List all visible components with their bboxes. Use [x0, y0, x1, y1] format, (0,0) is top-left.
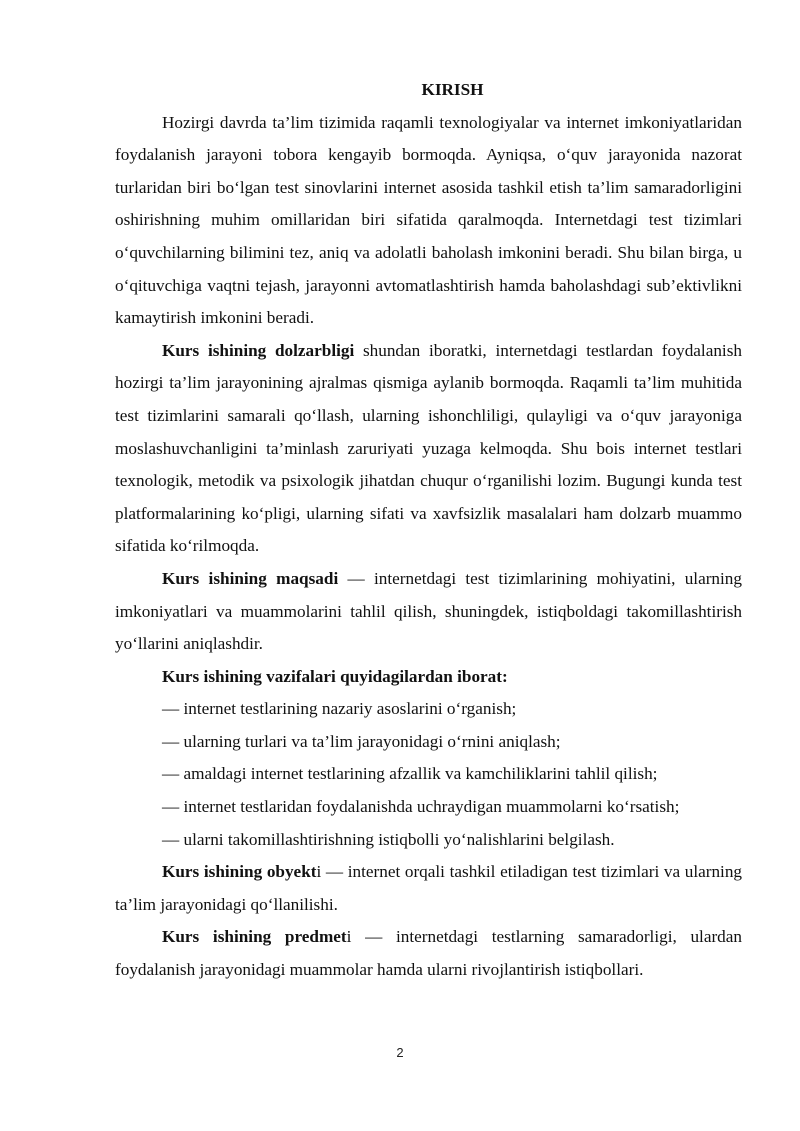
page-number: 2 — [396, 1045, 404, 1060]
object-paragraph — [115, 856, 742, 921]
list-item: — internet testlaridan foydalanishda uchraydigan muammolarni ko‘rsatish; — [162, 797, 680, 817]
object-text: i — internet orqali tashkil etiladigan test tizimlari va ularning ta’lim jarayonidagi qo‘llanilishi. — [115, 862, 743, 914]
list-item: — amaldagi internet testlarining afzallik va kamchiliklarini tahlil qilish; — [162, 764, 658, 784]
tasks-list — [115, 693, 742, 856]
relevance-text: shundan iboratki, internetdagi testlardan foydalanish hozirgi ta’lim jarayonining ajralmas qismiga aylanib bormoqda. Raqamli ta’lim muhitida test tizimlarini samarali qo‘llash, ularning ishonchliligi, qulayligi va o‘quv jarayoniga moslashuvchanligini ta’minlash zaruriyati yuzaga kelmoqda. Shu bois internet testlari texnologik, metodik va psixologik jihatdan chuqur o‘rganilishi lozim. Bugungi kunda test platformalarining ko‘pligi, ularning sifati va xavfsizlik masalalari ham dolzarb muammo sifatida ko‘rilmoqda. — [115, 340, 742, 556]
list-item: — ularni takomillashtirishning istiqbolli yo‘nalishlarini belgilash. — [162, 829, 615, 849]
tasks-heading — [115, 661, 742, 694]
relevance-paragraph — [115, 335, 742, 563]
subject-label: Kurs ishining predmet — [162, 927, 347, 947]
list-item: — ularning turlari va ta’lim jarayonidagi o‘rnini aniqlash; — [162, 731, 561, 751]
object-label: Kurs ishining obyekt — [162, 862, 317, 882]
tasks-heading-text: Kurs ishining vazifalari quyidagilardan iborat: — [162, 666, 508, 686]
subject-paragraph — [115, 921, 742, 986]
intro-paragraph: Hozirgi davrda ta’lim tizimida raqamli texnologiyalar va internet imkoniyatlaridan foydalanish jarayoni tobora kengayib bormoqda. Ayniqsa, o‘quv jarayonida nazorat turlaridan biri bo‘lgan test sinovlarini internet asosida tashkil etish ta’lim samaradorligini oshirishning muhim omillaridan biri sifatida qaralmoqda. Internetdagi test tizimlari o‘quvchilarning bilimini tez, aniq va adolatli baholash imkonini beradi. Shu bilan birga, u o‘qituvchiga vaqtni tejash, jarayonni avtomatlashtirish hamda baholashdagi sub’ektivlikni kamaytirish imkonini beradi. — [115, 112, 742, 328]
goal-label: Kurs ishining maqsadi — [162, 568, 339, 588]
subject-text: i — internetdagi testlarning samaradorligi, ulardan foydalanish jarayonidagi muammolar hamda ularni rivojlantirish istiqbollari. — [115, 927, 742, 980]
document-body — [115, 74, 742, 987]
goal-paragraph — [115, 563, 742, 661]
goal-text: — internetdagi test tizimlarining mohiyatini, ularning imkoniyatlari va muammolarini tahlil qilish, shuningdek, istiqboldagi takomillashtirish yo‘llarini aniqlashdir. — [115, 568, 742, 654]
page-title: KIRISH — [421, 80, 484, 99]
list-item: — internet testlarining nazariy asoslarini o‘rganish; — [162, 699, 517, 719]
relevance-label: Kurs ishining dolzarbligi — [162, 340, 355, 360]
